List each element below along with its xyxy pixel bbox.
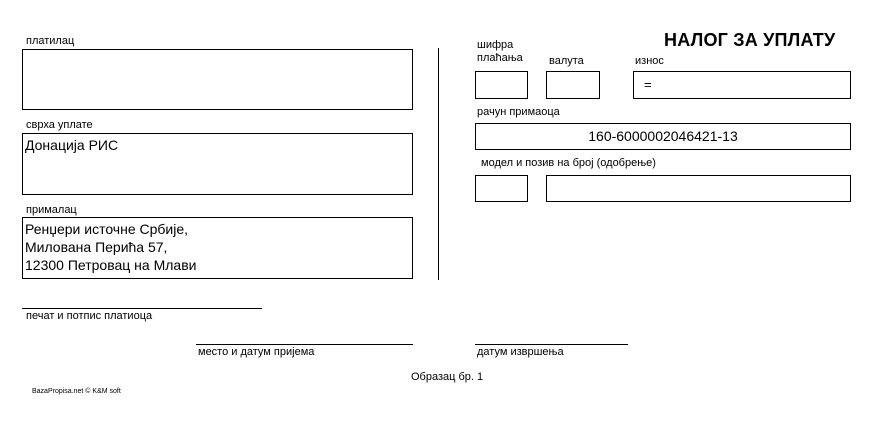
model-reference-label: модел и позив на број (одобрење) bbox=[481, 157, 656, 169]
execution-date-label: датум извршења bbox=[477, 346, 564, 358]
execution-date-line bbox=[475, 344, 628, 345]
amount-label: износ bbox=[635, 55, 664, 67]
payer-signature-label: печат и потпис платиоца bbox=[26, 310, 153, 322]
payer-signature-line bbox=[22, 308, 262, 309]
payment-code-field[interactable] bbox=[475, 71, 528, 99]
column-divider bbox=[438, 48, 439, 280]
footer-credit: BazaPropisa.net © K&M soft bbox=[32, 388, 121, 395]
purpose-label: сврха уплате bbox=[26, 119, 93, 131]
recipient-field[interactable]: Ренџери источне Србије, Милована Перића 57, 12300 Петровац на Млави bbox=[22, 217, 413, 279]
recipient-account-field[interactable] bbox=[475, 123, 851, 150]
currency-field[interactable] bbox=[546, 71, 600, 99]
payer-label: платилац bbox=[26, 35, 75, 47]
payment-code-label-line1: шифра bbox=[477, 39, 514, 51]
reference-number-field[interactable] bbox=[546, 175, 851, 202]
payer-field[interactable] bbox=[22, 49, 413, 110]
place-date-label: место и датум пријема bbox=[198, 346, 315, 358]
amount-field[interactable] bbox=[633, 71, 851, 99]
place-date-line bbox=[196, 344, 413, 345]
form-title: НАЛОГ ЗА УПЛАТУ bbox=[664, 30, 836, 50]
recipient-label: прималац bbox=[26, 204, 77, 216]
currency-label: валута bbox=[549, 55, 584, 67]
purpose-field[interactable]: Донација РИС bbox=[22, 133, 413, 195]
recipient-account-value: 160-6000002046421-13 bbox=[588, 128, 738, 144]
form-number: Образац бр. 1 bbox=[411, 371, 484, 383]
recipient-account-label: рачун примаоца bbox=[477, 106, 560, 118]
amount-value: = bbox=[644, 77, 652, 92]
model-field[interactable] bbox=[475, 175, 528, 202]
payment-code-label-line2: плаћања bbox=[477, 52, 523, 64]
